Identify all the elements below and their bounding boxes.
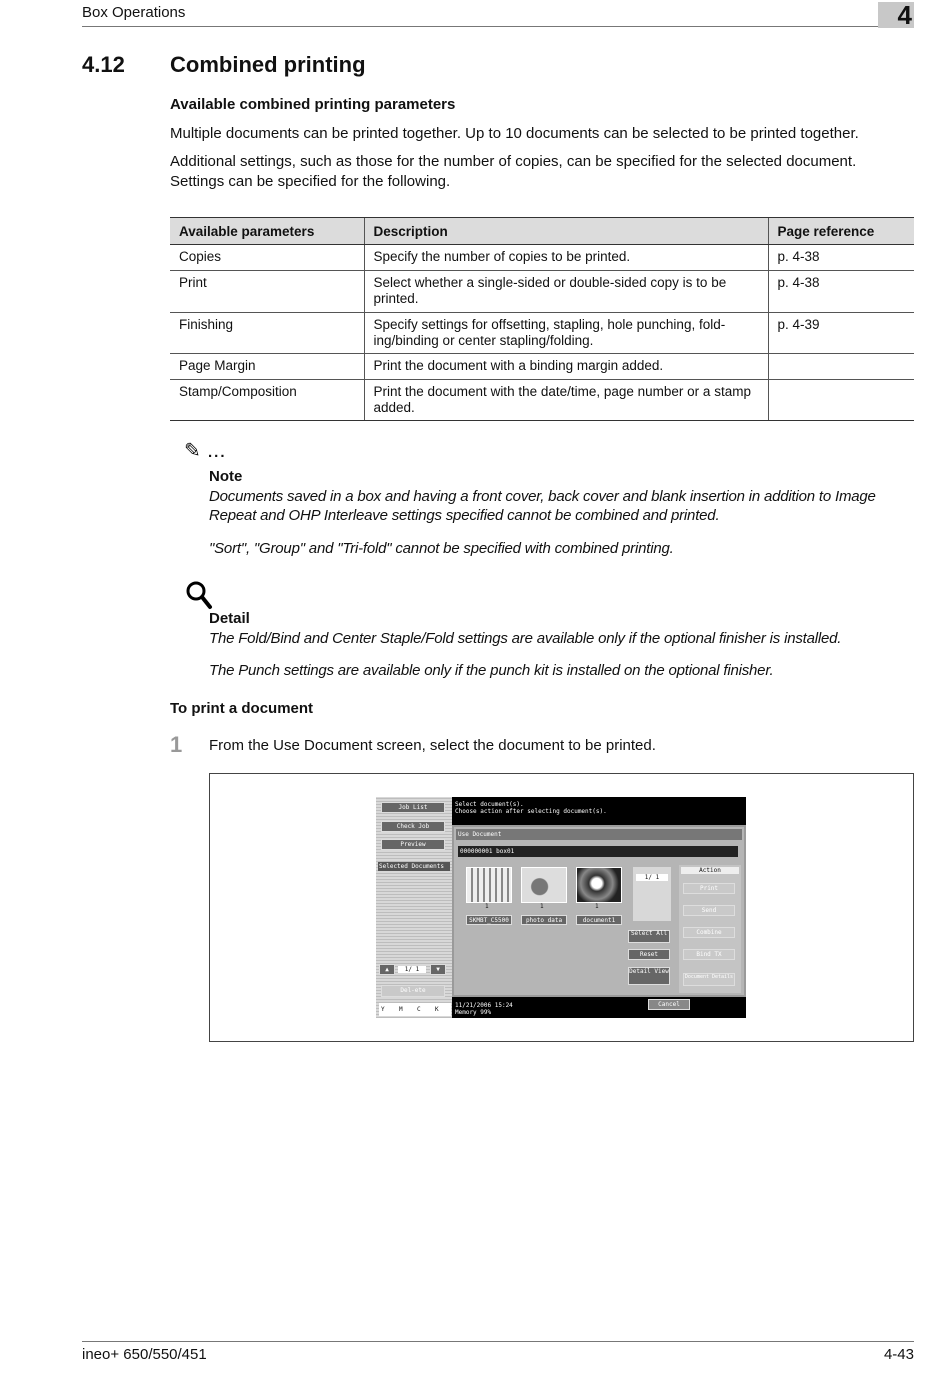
document-count: 1 [595,903,599,910]
send-button[interactable]: Send [683,905,735,916]
table-cell: Print the document with a binding margin added. [364,354,768,380]
column-header: Description [364,218,768,245]
document-details-button[interactable]: Document Details [683,973,735,986]
table-row [170,380,914,421]
subheading-parameters: Available combined printing parameters [170,96,456,113]
check-job-button[interactable]: Check Job [381,821,445,832]
column-header: Available parameters [170,218,364,245]
preview-button[interactable]: Preview [381,839,445,850]
document-count: 1 [540,903,544,910]
detail-label: Detail [209,610,250,627]
toner-label: M [399,1006,403,1013]
footer-rule [82,1341,914,1342]
step-text: From the Use Document screen, select the document to be printed. [209,737,656,754]
table-cell: Stamp/Composition [170,380,364,421]
document-thumbnail[interactable] [576,867,622,903]
document-name[interactable]: document1 [576,915,622,925]
datetime-label: 11/21/2006 15:24 [455,1002,513,1009]
table-cell: Copies [170,245,364,271]
table-cell [768,380,914,421]
document-thumbnail[interactable] [466,867,512,903]
combine-button[interactable]: Combine [683,927,735,938]
page-counter: 1/ 1 [636,874,668,881]
bind-tx-button[interactable]: Bind TX [683,949,735,960]
running-header: Box Operations [82,4,186,21]
note-label: Note [209,468,243,485]
box-label: 000000001 box01 [458,846,738,857]
job-list-button[interactable]: Job List [381,802,445,813]
table-cell [768,354,914,380]
table-cell: p. 4-38 [768,271,914,313]
reset-button[interactable]: Reset [628,949,670,960]
table-row [170,271,914,313]
table-cell: Print [170,271,364,313]
up-arrow-icon[interactable]: ▲ [379,964,395,975]
step-number: 1 [170,732,183,757]
table-cell: Specify settings for offsetting, stapling, hole punching, fold-ing/binding or center stapling/folding. [364,313,768,354]
table-row [170,354,914,380]
document-thumbnail[interactable] [521,867,567,903]
left-page-counter: 1/ 1 [398,966,426,973]
control-panel-screenshot [376,797,746,1018]
table-row [170,245,914,271]
pencil-icon: ✎ [184,440,201,462]
table-cell: Finishing [170,313,364,354]
detail-view-button[interactable]: Detail View [628,967,670,985]
note-text: "Sort", "Group" and "Tri-fold" cannot be specified with combined printing. [209,540,674,557]
use-document-tab[interactable]: Use Document [456,829,742,840]
table-cell: p. 4-39 [768,313,914,354]
note-dots: ... [208,444,227,461]
cancel-button[interactable]: Cancel [648,999,690,1010]
table-header-row [170,218,914,245]
message-line: Choose action after selecting document(s). [455,808,607,815]
subheading-print-document: To print a document [170,700,314,717]
document-count: 1 [485,903,489,910]
parameters-table [170,217,914,421]
footer-page-number: 4-43 [883,1346,914,1363]
select-all-button[interactable]: Select All [628,930,670,943]
print-button[interactable]: Print [683,883,735,894]
toner-label: C [417,1006,421,1013]
toner-label: Y [381,1006,385,1013]
detail-text: The Fold/Bind and Center Staple/Fold settings are available only if the optional finisher is installed. [209,630,842,647]
table-cell: Specify the number of copies to be printed. [364,245,768,271]
section-title: Combined printing [170,52,366,77]
intro-paragraph: Multiple documents can be printed together. Up to 10 documents can be selected to be printed together. [170,125,859,142]
message-line: Select document(s). [455,801,524,808]
table-cell: Select whether a single-sided or double-sided copy is to be printed. [364,271,768,313]
action-title: Action [681,867,739,874]
delete-button[interactable]: Del-ete [381,985,445,997]
footer-model: ineo+ 650/550/451 [82,1346,207,1363]
detail-text: The Punch settings are available only if the punch kit is installed on the optional finisher. [209,662,774,679]
toner-label: K [435,1006,439,1013]
table-cell: p. 4-38 [768,245,914,271]
toner-indicator [379,1003,451,1016]
header-rule [82,26,914,27]
chapter-tab [878,2,914,28]
chapter-number: 4 [897,0,912,30]
note-text: Documents saved in a box and having a front cover, back cover and blank insertion in addition to Image Repeat and OHP Interleave settings specified cannot be combined and printed. [209,488,876,524]
table-row [170,313,914,354]
section-number: 4.12 [82,52,125,77]
document-name[interactable]: SKMBT_C5500 [466,915,512,925]
document-name[interactable]: photo data [521,915,567,925]
down-arrow-icon[interactable]: ▼ [430,964,446,975]
memory-label: Memory 99% [455,1009,492,1016]
column-header: Page reference [768,218,914,245]
settings-paragraph: Additional settings, such as those for the number of copies, can be specified for the selected document. Settings can be specified for the following. [170,153,857,190]
selected-documents-label: Selected Documents [378,862,450,871]
magnifier-icon [185,580,213,610]
table-cell: Print the document with the date/time, page number or a stamp added. [364,380,768,421]
table-cell: Page Margin [170,354,364,380]
